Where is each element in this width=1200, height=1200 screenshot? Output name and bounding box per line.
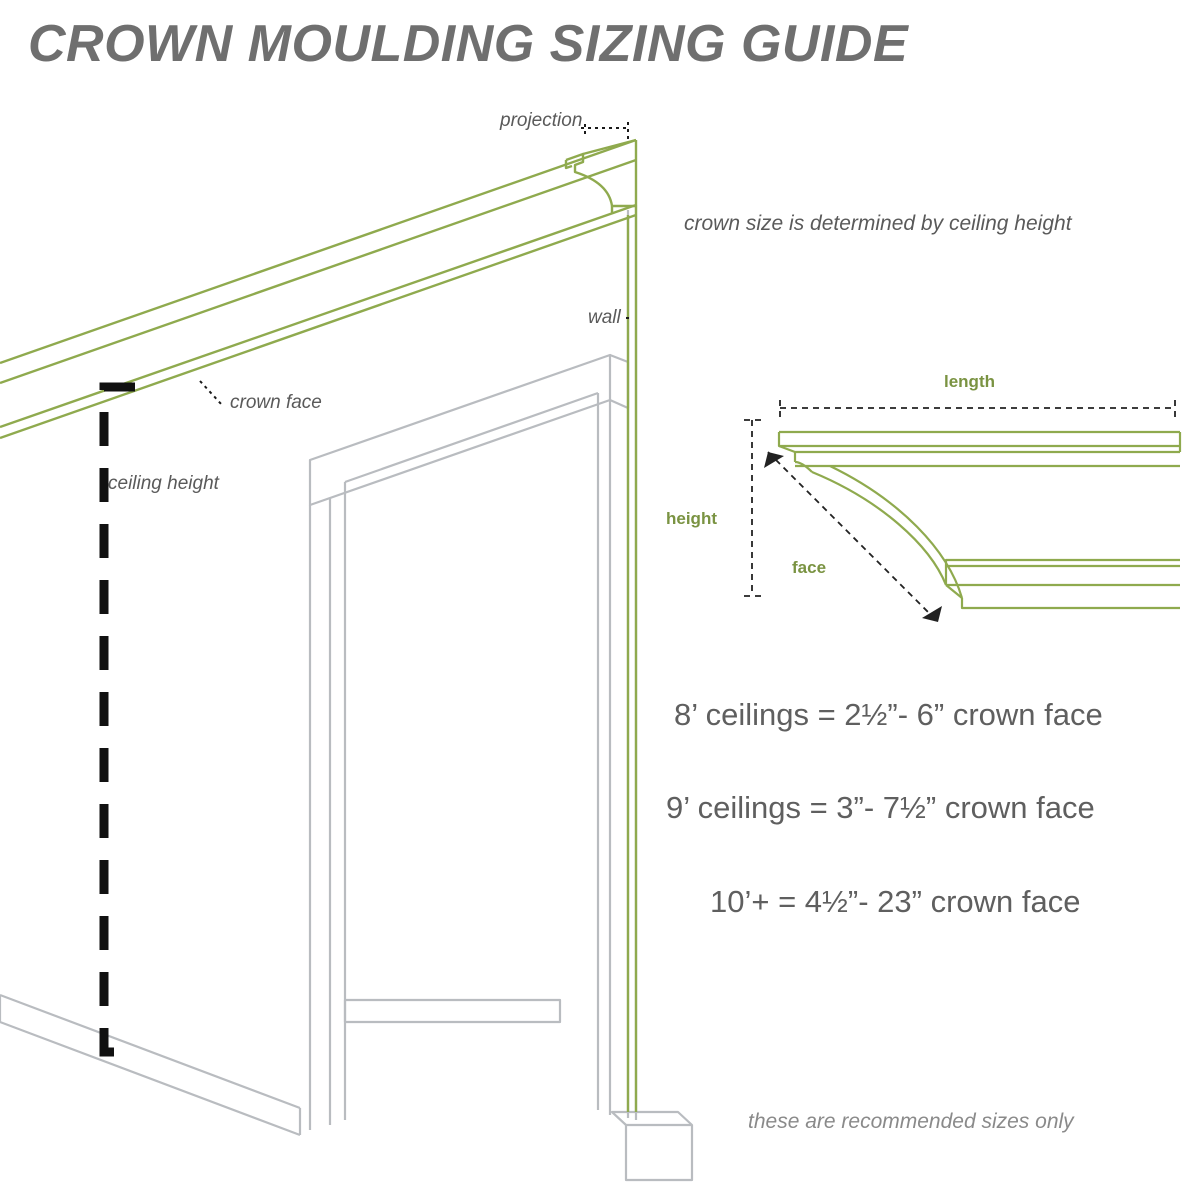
label-length: length <box>944 372 995 391</box>
crown-profile-group <box>779 432 1180 608</box>
label-projection: projection <box>500 110 583 131</box>
spec-9ft: 9’ ceilings = 3”- 7½” crown face <box>666 790 1095 825</box>
label-crown-face: crown face <box>230 392 322 413</box>
page-title: CROWN MOULDING SIZING GUIDE <box>28 15 909 73</box>
label-wall: wall <box>588 307 621 328</box>
label-tagline: crown size is determined by ceiling height <box>684 212 1072 235</box>
label-height: height <box>666 509 717 528</box>
footnote: these are recommended sizes only <box>748 1110 1074 1133</box>
label-ceiling-height: ceiling height <box>108 473 219 494</box>
crown-run-group <box>0 140 636 1112</box>
spec-10ft: 10’+ = 4½”- 23” crown face <box>710 884 1081 919</box>
spec-8ft: 8’ ceilings = 2½”- 6” crown face <box>674 697 1103 732</box>
label-face: face <box>792 558 827 577</box>
